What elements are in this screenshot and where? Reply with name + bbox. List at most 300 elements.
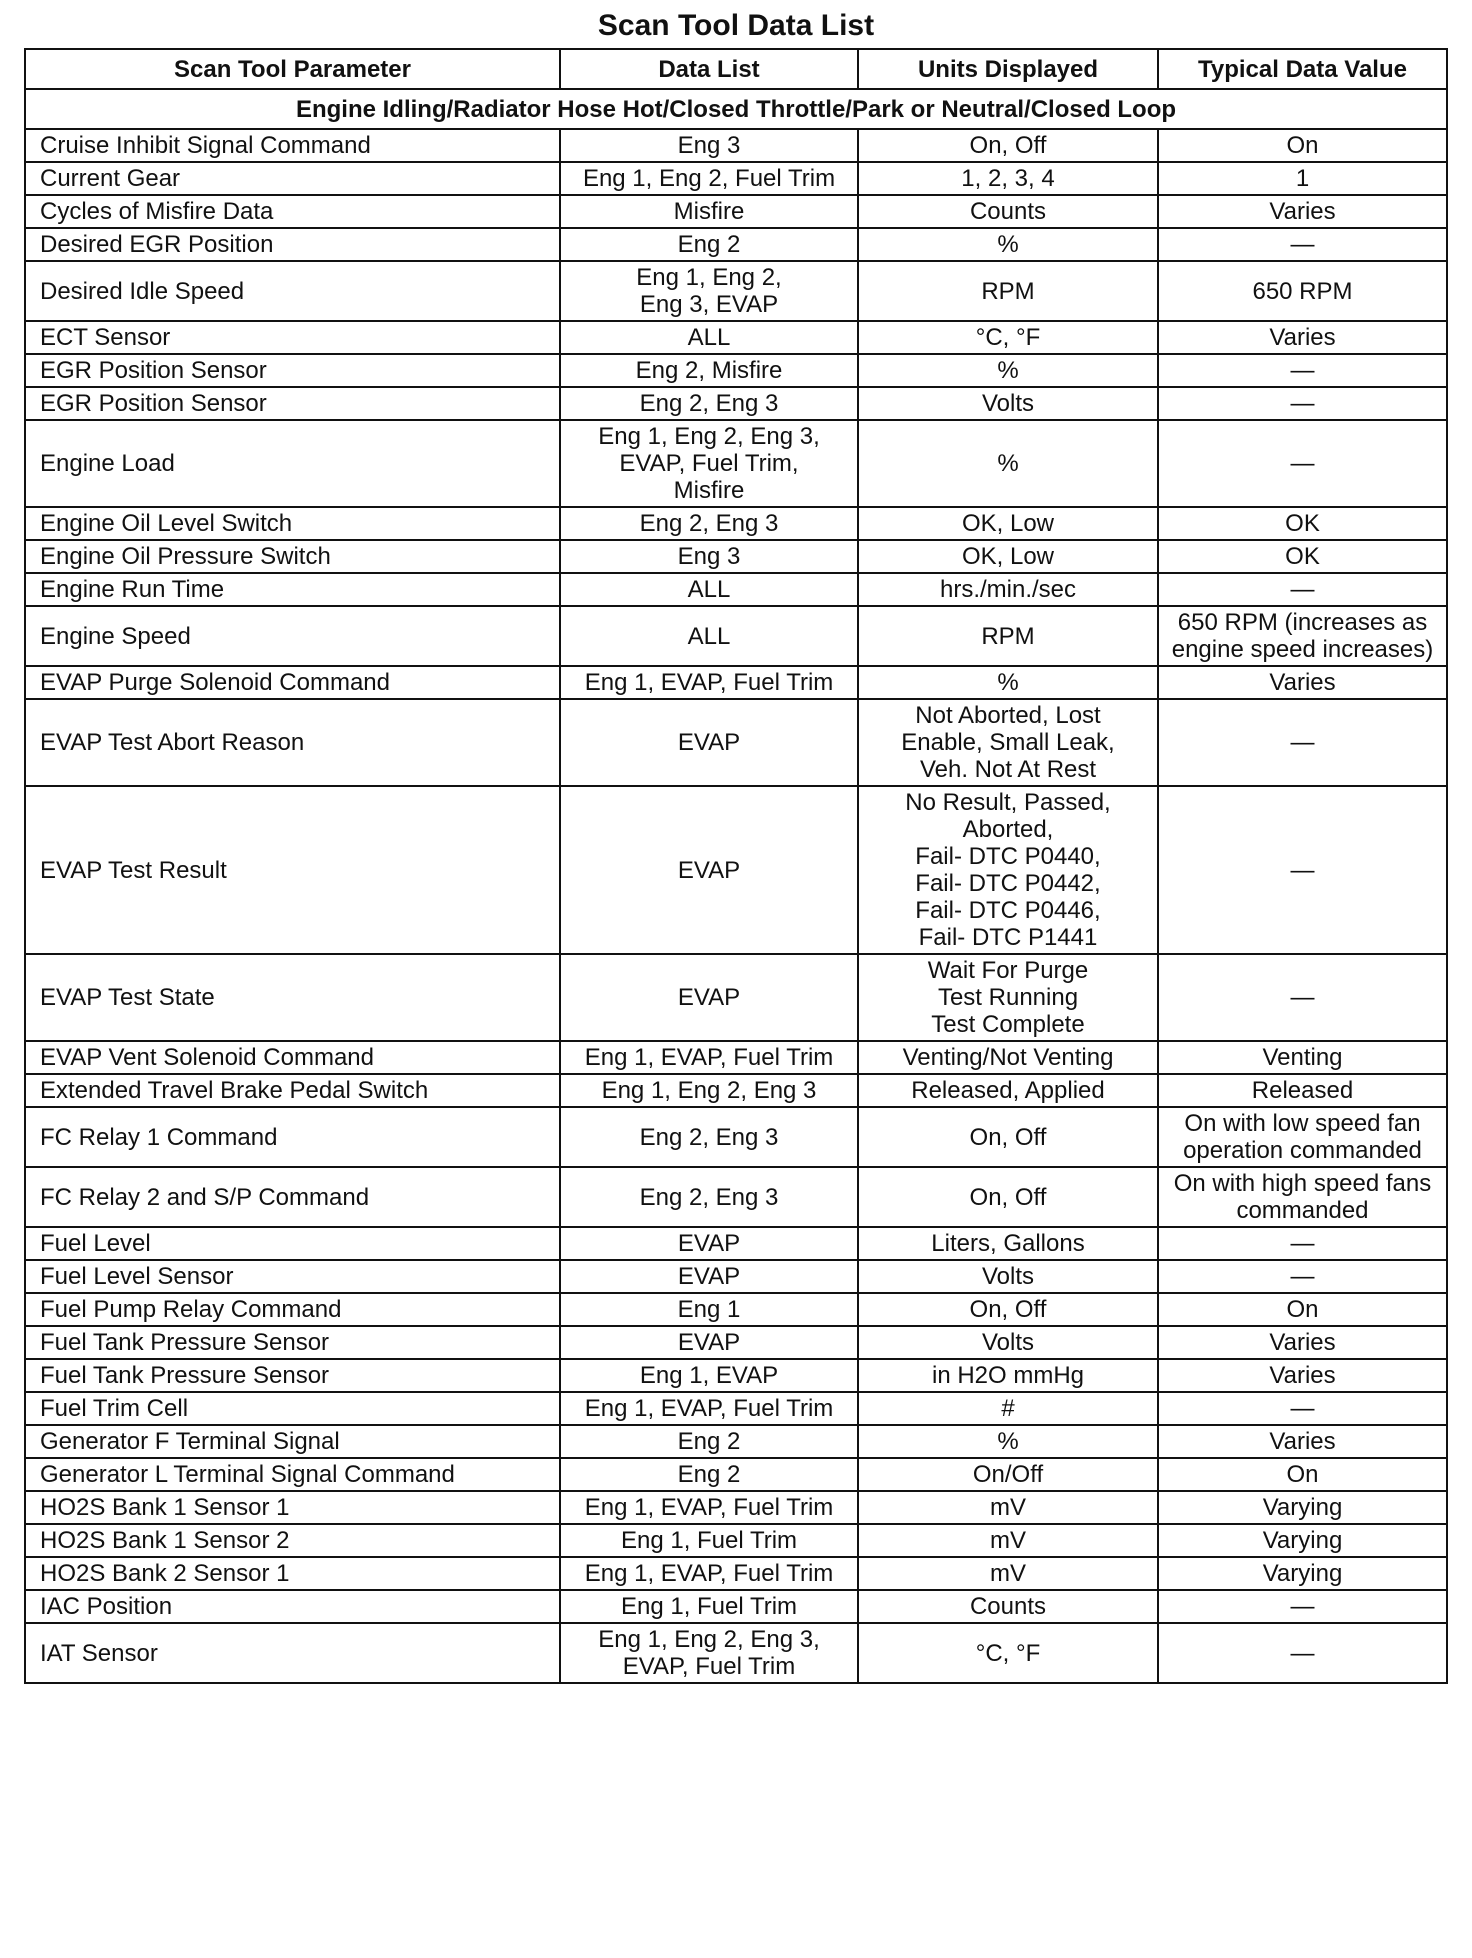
param-cell	[25, 1359, 560, 1392]
units-cell	[858, 387, 1158, 420]
param-cell-text: Cycles of Misfire Data	[40, 198, 274, 225]
table-row	[25, 507, 1447, 540]
header-units-displayed: Units Displayed	[858, 49, 1158, 89]
param-cell-text: Fuel Tank Pressure Sensor	[40, 1329, 330, 1356]
typical-value-cell-text: —	[1290, 1395, 1315, 1422]
typical-value-cell	[1158, 1491, 1447, 1524]
typical-value-cell	[1158, 129, 1447, 162]
param-cell-text: Extended Travel Brake Pedal Switch	[40, 1077, 429, 1104]
units-cell	[858, 1359, 1158, 1392]
typical-value-cell	[1158, 1425, 1447, 1458]
units-cell-text: Released, Applied	[911, 1077, 1105, 1104]
units-cell	[858, 1167, 1158, 1227]
table-row	[25, 666, 1447, 699]
units-cell-text: Venting/Not Venting	[902, 1044, 1114, 1071]
param-cell-text: Engine Oil Pressure Switch	[40, 543, 331, 570]
data-list-cell	[560, 1623, 858, 1683]
data-list-cell	[560, 1392, 858, 1425]
table-row	[25, 162, 1447, 195]
units-cell-text: Volts	[981, 1263, 1035, 1290]
data-list-cell-text: Eng 1, EVAP, Fuel Trim	[584, 1044, 834, 1071]
units-cell-text: On, Off	[969, 132, 1047, 159]
typical-value-cell-text: Varies	[1269, 198, 1336, 225]
units-cell	[858, 129, 1158, 162]
typical-value-cell-text: Varies	[1269, 324, 1336, 351]
data-list-cell	[560, 129, 858, 162]
data-list-cell	[560, 354, 858, 387]
typical-value-cell	[1158, 354, 1447, 387]
typical-value-cell-text: —	[1290, 1593, 1315, 1620]
data-list-cell-text: Eng 1, EVAP	[639, 1362, 779, 1389]
typical-value-cell	[1158, 387, 1447, 420]
param-cell	[25, 387, 560, 420]
data-list-cell-text: Eng 1, Eng 2, Eng 3, EVAP, Fuel Trim	[598, 1626, 820, 1680]
data-list-cell	[560, 162, 858, 195]
param-cell-text: EVAP Test Abort Reason	[40, 729, 305, 756]
table-row	[25, 954, 1447, 1041]
data-list-cell-text: EVAP	[677, 729, 741, 756]
units-cell	[858, 228, 1158, 261]
units-cell	[858, 162, 1158, 195]
table-row	[25, 1557, 1447, 1590]
units-cell	[858, 1107, 1158, 1167]
units-cell	[858, 573, 1158, 606]
param-cell	[25, 786, 560, 954]
units-cell	[858, 1425, 1158, 1458]
units-cell-text: °C, °F	[975, 1639, 1041, 1667]
units-cell-text: On, Off	[969, 1183, 1047, 1211]
units-cell	[858, 666, 1158, 699]
param-cell-text: EGR Position Sensor	[40, 357, 267, 384]
typical-value-cell	[1158, 1041, 1447, 1074]
table-row	[25, 195, 1447, 228]
units-cell	[858, 1326, 1158, 1359]
typical-value-cell	[1158, 1326, 1447, 1359]
param-cell	[25, 1491, 560, 1524]
typical-value-cell-text: —	[1290, 450, 1315, 477]
data-list-cell	[560, 195, 858, 228]
data-list-cell	[560, 666, 858, 699]
data-list-cell-text: ALL	[687, 324, 731, 351]
units-cell-text: mV	[990, 1560, 1026, 1587]
typical-value-cell-text: Varying	[1262, 1527, 1343, 1554]
data-list-cell	[560, 1590, 858, 1623]
table-row	[25, 387, 1447, 420]
data-list-cell-text: ALL	[687, 622, 731, 650]
typical-value-cell-text: Venting	[1262, 1044, 1343, 1071]
units-cell	[858, 195, 1158, 228]
param-cell-text: Generator F Terminal Signal	[40, 1428, 340, 1455]
typical-value-cell	[1158, 321, 1447, 354]
units-cell-text: RPM	[981, 622, 1035, 650]
section-title: Engine Idling/Radiator Hose Hot/Closed Throttle/Park or Neutral/Closed Loop	[25, 89, 1447, 129]
data-list-cell	[560, 1293, 858, 1326]
table-row	[25, 1590, 1447, 1623]
data-list-cell	[560, 1167, 858, 1227]
data-list-cell	[560, 321, 858, 354]
data-list-cell	[560, 699, 858, 786]
data-list-cell	[560, 1041, 858, 1074]
param-cell-text: Fuel Tank Pressure Sensor	[40, 1362, 330, 1389]
units-cell	[858, 507, 1158, 540]
data-list-cell-text: Eng 2, Misfire	[635, 357, 783, 384]
units-cell-text: Not Aborted, Lost Enable, Small Leak, Veh. Not At Rest	[901, 702, 1115, 783]
typical-value-cell	[1158, 195, 1447, 228]
data-list-cell-text: EVAP	[677, 856, 741, 884]
table-row	[25, 354, 1447, 387]
table-row	[25, 129, 1447, 162]
param-cell	[25, 1074, 560, 1107]
param-cell-text: Engine Run Time	[40, 576, 225, 603]
data-list-cell-text: Eng 2, Eng 3	[639, 1183, 779, 1211]
param-cell	[25, 1326, 560, 1359]
data-list-cell	[560, 387, 858, 420]
typical-value-cell-text: —	[1290, 390, 1315, 417]
data-list-cell	[560, 540, 858, 573]
table-row	[25, 1392, 1447, 1425]
units-cell-text: Volts	[981, 1329, 1035, 1356]
typical-value-cell	[1158, 1557, 1447, 1590]
param-cell	[25, 1458, 560, 1491]
data-list-cell	[560, 420, 858, 507]
param-cell	[25, 1107, 560, 1167]
data-list-cell-text: Eng 1, EVAP, Fuel Trim	[584, 1494, 834, 1521]
units-cell	[858, 1260, 1158, 1293]
data-list-cell-text: Eng 1, Fuel Trim	[620, 1593, 798, 1620]
typical-value-cell	[1158, 666, 1447, 699]
data-list-cell-text: EVAP	[677, 984, 741, 1011]
data-list-cell-text: Eng 1, Eng 2, Eng 3, EVAP	[636, 264, 782, 318]
param-cell-text: Generator L Terminal Signal Command	[40, 1461, 455, 1488]
data-list-cell-text: Eng 3	[677, 543, 741, 570]
table-header-row	[25, 49, 1447, 89]
typical-value-cell-text: On with low speed fan operation commanded	[1183, 1110, 1422, 1164]
param-cell	[25, 1623, 560, 1683]
table-row	[25, 1041, 1447, 1074]
units-cell	[858, 1458, 1158, 1491]
table-row	[25, 606, 1447, 666]
data-list-cell-text: Eng 2	[677, 1428, 741, 1455]
typical-value-cell-text: OK	[1285, 543, 1320, 570]
typical-value-cell	[1158, 699, 1447, 786]
param-cell	[25, 540, 560, 573]
units-cell-text: Wait For Purge Test Running Test Complete	[927, 957, 1089, 1038]
typical-value-cell	[1158, 1359, 1447, 1392]
data-list-cell	[560, 1491, 858, 1524]
param-cell	[25, 129, 560, 162]
data-list-cell-text: Eng 1, Eng 2, Fuel Trim	[582, 165, 836, 192]
units-cell	[858, 261, 1158, 321]
units-cell-text: %	[997, 450, 1019, 477]
param-cell	[25, 228, 560, 261]
typical-value-cell	[1158, 162, 1447, 195]
document-title: Scan Tool Data List	[597, 9, 875, 42]
units-cell	[858, 420, 1158, 507]
table-row	[25, 321, 1447, 354]
units-cell	[858, 786, 1158, 954]
typical-value-cell	[1158, 261, 1447, 321]
units-cell-text: Liters, Gallons	[931, 1230, 1085, 1257]
data-list-cell	[560, 1458, 858, 1491]
param-cell	[25, 699, 560, 786]
param-cell	[25, 162, 560, 195]
typical-value-cell-text: On	[1286, 132, 1319, 159]
typical-value-cell	[1158, 573, 1447, 606]
param-cell-text: Current Gear	[40, 165, 181, 192]
units-cell-text: mV	[990, 1527, 1026, 1554]
typical-value-cell-text: 650 RPM	[1252, 277, 1353, 305]
data-list-cell-text: Eng 1, EVAP, Fuel Trim	[584, 1395, 834, 1422]
units-cell-text: Counts	[969, 1593, 1047, 1620]
data-list-cell-text: Eng 2, Eng 3	[639, 510, 779, 537]
data-list-cell	[560, 606, 858, 666]
scan-tool-data-table	[24, 48, 1448, 1684]
param-cell	[25, 1392, 560, 1425]
data-list-cell	[560, 1107, 858, 1167]
table-row	[25, 699, 1447, 786]
param-cell	[25, 354, 560, 387]
data-list-cell	[560, 1557, 858, 1590]
param-cell-text: HO2S Bank 1 Sensor 2	[40, 1527, 290, 1554]
param-cell	[25, 1260, 560, 1293]
units-cell	[858, 1524, 1158, 1557]
typical-value-cell-text: —	[1290, 1639, 1315, 1667]
typical-value-cell	[1158, 1260, 1447, 1293]
typical-value-cell-text: 1	[1295, 165, 1310, 192]
data-list-cell	[560, 786, 858, 954]
typical-value-cell	[1158, 954, 1447, 1041]
param-cell-text: Desired Idle Speed	[40, 277, 245, 305]
typical-value-cell	[1158, 786, 1447, 954]
param-cell	[25, 666, 560, 699]
typical-value-cell-text: —	[1290, 856, 1315, 884]
units-cell	[858, 1227, 1158, 1260]
units-cell	[858, 1491, 1158, 1524]
param-cell-text: Engine Speed	[40, 622, 191, 650]
param-cell-text: EGR Position Sensor	[40, 390, 267, 417]
param-cell	[25, 606, 560, 666]
typical-value-cell	[1158, 420, 1447, 507]
table-body	[25, 89, 1447, 1683]
typical-value-cell-text: —	[1290, 984, 1315, 1011]
typical-value-cell	[1158, 1392, 1447, 1425]
param-cell-text: FC Relay 1 Command	[40, 1123, 278, 1151]
typical-value-cell-text: Varying	[1262, 1494, 1343, 1521]
header-data-list: Data List	[560, 49, 858, 89]
typical-value-cell-text: Varies	[1269, 1362, 1336, 1389]
typical-value-cell	[1158, 507, 1447, 540]
units-cell-text: On, Off	[969, 1123, 1047, 1151]
data-list-cell-text: Eng 1, Fuel Trim	[620, 1527, 798, 1554]
units-cell	[858, 1074, 1158, 1107]
data-list-cell	[560, 1074, 858, 1107]
param-cell	[25, 1590, 560, 1623]
param-cell	[25, 1524, 560, 1557]
data-list-cell-text: Eng 2	[677, 1461, 741, 1488]
units-cell-text: mV	[990, 1494, 1026, 1521]
data-list-cell-text: Misfire	[673, 198, 745, 225]
param-cell	[25, 1167, 560, 1227]
units-cell	[858, 321, 1158, 354]
param-cell-text: EVAP Vent Solenoid Command	[40, 1044, 374, 1071]
units-cell	[858, 606, 1158, 666]
units-cell-text: On/Off	[972, 1461, 1044, 1488]
param-cell	[25, 1425, 560, 1458]
typical-value-cell	[1158, 1458, 1447, 1491]
table-row	[25, 420, 1447, 507]
table-row	[25, 1326, 1447, 1359]
header-scan-tool-parameter: Scan Tool Parameter	[25, 49, 560, 89]
units-cell	[858, 540, 1158, 573]
data-list-cell-text: ALL	[687, 576, 731, 603]
param-cell-text: ECT Sensor	[40, 324, 171, 351]
units-cell-text: °C, °F	[975, 324, 1041, 351]
typical-value-cell	[1158, 1227, 1447, 1260]
data-list-cell	[560, 228, 858, 261]
typical-value-cell	[1158, 1623, 1447, 1683]
typical-value-cell-text: —	[1290, 1230, 1315, 1257]
table-row	[25, 540, 1447, 573]
param-cell	[25, 1227, 560, 1260]
table-row	[25, 1260, 1447, 1293]
table-row	[25, 1107, 1447, 1167]
units-cell-text: OK, Low	[961, 543, 1055, 570]
param-cell	[25, 1557, 560, 1590]
typical-value-cell-text: On	[1286, 1461, 1319, 1488]
units-cell	[858, 354, 1158, 387]
data-list-cell-text: EVAP	[677, 1230, 741, 1257]
table-row	[25, 1227, 1447, 1260]
table-row	[25, 1074, 1447, 1107]
typical-value-cell	[1158, 1293, 1447, 1326]
typical-value-cell	[1158, 540, 1447, 573]
typical-value-cell-text: —	[1290, 357, 1315, 384]
param-cell-text: Engine Load	[40, 450, 175, 477]
table-row	[25, 1425, 1447, 1458]
param-cell-text: EVAP Purge Solenoid Command	[40, 669, 390, 696]
typical-value-cell-text: OK	[1285, 510, 1320, 537]
typical-value-cell-text: Varies	[1269, 1329, 1336, 1356]
table-row	[25, 786, 1447, 954]
units-cell	[858, 1041, 1158, 1074]
param-cell	[25, 261, 560, 321]
typical-value-cell-text: —	[1290, 231, 1315, 258]
param-cell-text: EVAP Test State	[40, 984, 215, 1011]
typical-value-cell-text: Varying	[1262, 1560, 1343, 1587]
param-cell-text: Fuel Pump Relay Command	[40, 1296, 342, 1323]
units-cell-text: hrs./min./sec	[939, 576, 1077, 603]
typical-value-cell	[1158, 1107, 1447, 1167]
data-list-cell	[560, 507, 858, 540]
data-list-cell	[560, 1326, 858, 1359]
param-cell	[25, 507, 560, 540]
header-typical-data-value: Typical Data Value	[1158, 49, 1447, 89]
typical-value-cell	[1158, 228, 1447, 261]
param-cell-text: IAC Position	[40, 1593, 173, 1620]
param-cell	[25, 195, 560, 228]
table-row	[25, 1491, 1447, 1524]
typical-value-cell-text: On with high speed fans commanded	[1173, 1170, 1432, 1224]
param-cell-text: Fuel Level	[40, 1230, 151, 1257]
typical-value-cell	[1158, 606, 1447, 666]
data-list-cell-text: Eng 2, Eng 3	[639, 390, 779, 417]
param-cell	[25, 420, 560, 507]
data-list-cell-text: Eng 2, Eng 3	[639, 1123, 779, 1151]
param-cell	[25, 573, 560, 606]
data-list-cell	[560, 954, 858, 1041]
data-list-cell	[560, 1260, 858, 1293]
units-cell	[858, 954, 1158, 1041]
units-cell-text: %	[997, 669, 1019, 696]
units-cell	[858, 1557, 1158, 1590]
units-cell-text: OK, Low	[961, 510, 1055, 537]
param-cell-text: Fuel Level Sensor	[40, 1263, 234, 1290]
data-list-cell-text: Eng 3	[677, 132, 741, 159]
param-cell-text: FC Relay 2 and S/P Command	[40, 1183, 370, 1211]
table-row	[25, 261, 1447, 321]
data-list-cell-text: EVAP	[677, 1329, 741, 1356]
typical-value-cell-text: Released	[1251, 1077, 1354, 1104]
typical-value-cell-text: On	[1286, 1296, 1319, 1323]
units-cell-text: RPM	[981, 277, 1035, 305]
units-cell-text: %	[997, 1428, 1019, 1455]
typical-value-cell-text: —	[1290, 576, 1315, 603]
typical-value-cell-text: 650 RPM (increases as engine speed increases)	[1171, 609, 1434, 663]
param-cell-text: HO2S Bank 1 Sensor 1	[40, 1494, 290, 1521]
data-list-cell-text: Eng 2	[677, 231, 741, 258]
typical-value-cell	[1158, 1167, 1447, 1227]
param-cell-text: EVAP Test Result	[40, 856, 227, 884]
table-row	[25, 1458, 1447, 1491]
data-list-cell	[560, 1524, 858, 1557]
table-row	[25, 1293, 1447, 1326]
typical-value-cell-text: Varies	[1269, 1428, 1336, 1455]
param-cell-text: Desired EGR Position	[40, 231, 274, 258]
table-row	[25, 1524, 1447, 1557]
data-list-cell	[560, 1425, 858, 1458]
data-list-cell	[560, 573, 858, 606]
data-list-cell-text: Eng 1, EVAP, Fuel Trim	[584, 669, 834, 696]
param-cell-text: Fuel Trim Cell	[40, 1395, 189, 1422]
section-row	[25, 89, 1447, 129]
data-list-cell-text: EVAP	[677, 1263, 741, 1290]
units-cell-text: 1, 2, 3, 4	[961, 165, 1055, 192]
units-cell	[858, 1293, 1158, 1326]
units-cell-text: Volts	[981, 390, 1035, 417]
data-list-cell-text: Eng 1, Eng 2, Eng 3, EVAP, Fuel Trim, Misfire	[598, 423, 820, 504]
data-list-cell	[560, 1359, 858, 1392]
table-row	[25, 573, 1447, 606]
units-cell	[858, 699, 1158, 786]
typical-value-cell	[1158, 1590, 1447, 1623]
units-cell-text: No Result, Passed, Aborted, Fail- DTC P0440, Fail- DTC P0442, Fail- DTC P0446, Fail- DTC P1441	[905, 789, 1111, 951]
typical-value-cell-text: —	[1290, 1263, 1315, 1290]
units-cell-text: #	[1001, 1395, 1015, 1422]
param-cell-text: IAT Sensor	[40, 1639, 158, 1667]
data-list-cell-text: Eng 1, Eng 2, Eng 3	[601, 1077, 817, 1104]
data-list-cell	[560, 261, 858, 321]
typical-value-cell-text: Varies	[1269, 669, 1336, 696]
typical-value-cell	[1158, 1524, 1447, 1557]
units-cell-text: in H2O mmHg	[931, 1362, 1085, 1389]
table-row	[25, 228, 1447, 261]
units-cell	[858, 1392, 1158, 1425]
param-cell	[25, 1293, 560, 1326]
units-cell-text: %	[997, 231, 1019, 258]
param-cell-text: Cruise Inhibit Signal Command	[40, 132, 371, 159]
data-list-cell-text: Eng 1	[677, 1296, 741, 1323]
typical-value-cell	[1158, 1074, 1447, 1107]
